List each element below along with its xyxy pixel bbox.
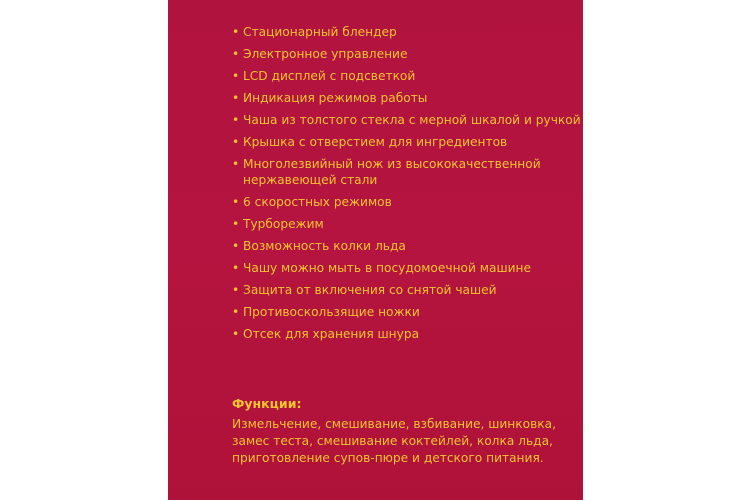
feature-item bbox=[232, 156, 543, 188]
bullet-icon: • bbox=[232, 135, 240, 149]
feature-text: Турборежим bbox=[243, 217, 324, 231]
feature-text: Многолезвийный нож из высококачественной нержавеющей стали bbox=[243, 157, 541, 187]
bullet-icon: • bbox=[232, 25, 240, 39]
features-list bbox=[232, 24, 581, 348]
feature-text: Защита от включения со снятой чашей bbox=[243, 283, 497, 297]
bullet-icon: • bbox=[232, 283, 240, 297]
feature-item bbox=[232, 216, 572, 232]
feature-text: Электронное управление bbox=[243, 47, 408, 61]
bullet-icon: • bbox=[232, 91, 240, 105]
feature-text: 6 скоростных режимов bbox=[243, 195, 392, 209]
feature-item bbox=[232, 68, 572, 84]
bullet-icon: • bbox=[232, 195, 240, 209]
feature-item bbox=[232, 194, 572, 210]
bullet-icon: • bbox=[232, 261, 240, 275]
product-info-panel bbox=[168, 0, 583, 500]
bullet-icon: • bbox=[232, 239, 240, 253]
feature-item bbox=[232, 282, 572, 298]
feature-item bbox=[232, 112, 581, 128]
feature-text: Стационарный блендер bbox=[243, 25, 397, 39]
feature-text: Индикация режимов работы bbox=[243, 91, 428, 105]
feature-text: Чаша из толстого стекла с мерной шкалой и ручкой bbox=[243, 113, 581, 127]
feature-item bbox=[232, 24, 572, 40]
feature-text: Крышка с отверстием для ингредиентов bbox=[243, 135, 508, 149]
feature-item bbox=[232, 46, 572, 62]
feature-item bbox=[232, 134, 572, 150]
feature-text: Отсек для хранения шнура bbox=[243, 327, 420, 341]
bullet-icon: • bbox=[232, 305, 240, 319]
bullet-icon: • bbox=[232, 327, 240, 341]
feature-text: LCD дисплей с подсветкой bbox=[243, 69, 416, 83]
feature-text: Возможность колки льда bbox=[243, 239, 406, 253]
feature-item bbox=[232, 304, 572, 320]
bullet-icon: • bbox=[232, 47, 240, 61]
feature-item bbox=[232, 90, 572, 106]
bullet-icon: • bbox=[232, 217, 240, 231]
bullet-icon: • bbox=[232, 113, 240, 127]
feature-text: Чашу можно мыть в посудомоечной машине bbox=[243, 261, 532, 275]
feature-item bbox=[232, 238, 572, 254]
feature-item bbox=[232, 326, 572, 342]
functions-heading: Функции: bbox=[232, 396, 302, 411]
functions-description: Измельчение, смешивание, взбивание, шинковка, замес теста, смешивание коктейлей, колка льда, приготовление супов-пюре и детского питания. bbox=[232, 417, 556, 465]
bullet-icon: • bbox=[232, 69, 240, 83]
feature-text: Противоскользящие ножки bbox=[243, 305, 420, 319]
bullet-icon: • bbox=[232, 157, 240, 171]
feature-item bbox=[232, 260, 572, 276]
